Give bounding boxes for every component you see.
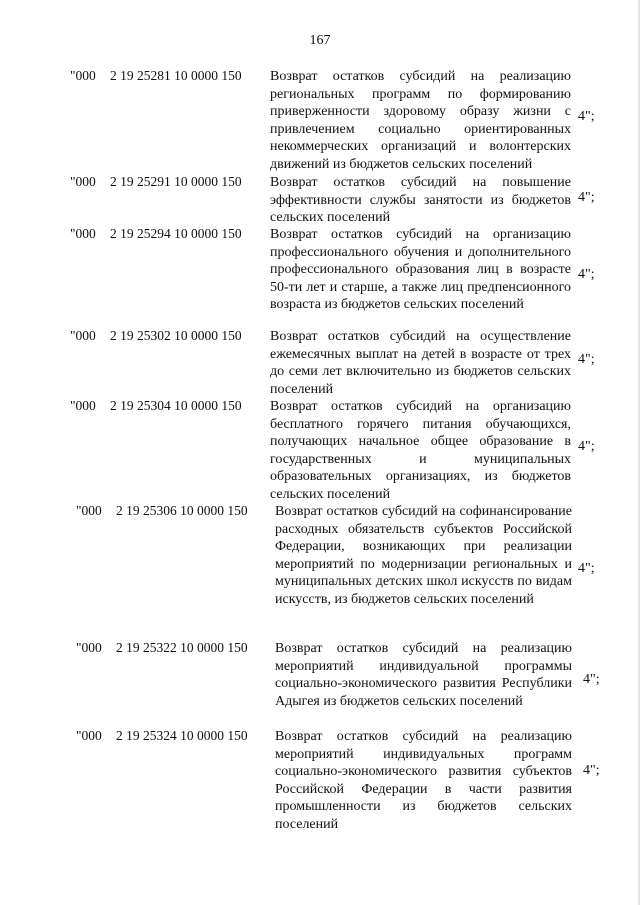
row-suffix: 4";	[578, 352, 595, 367]
code-cell	[76, 728, 248, 744]
row-prefix: "000	[76, 640, 102, 655]
budget-code: 2 19 25304 10 0000 150	[110, 398, 242, 413]
code-cell	[70, 174, 242, 190]
row-description: Возврат остатков субсидий на реализацию мероприятий индивидуальной программы социально-экономического развития Республики Адыгея из бюджетов сельских поселений	[275, 641, 572, 709]
row-prefix: "000	[70, 398, 96, 413]
row-description: Возврат остатков субсидий на организацию бесплатного горячего питания обучающихся, получающих начальное общее образование в государственных и муниципальных образовательных организациях, из бюджетов сельских поселений	[270, 399, 571, 502]
row-description: Возврат остатков субсидий на реализацию региональных программ по формированию приверженности здоровому образу жизни с привлечением социально ориентированных некоммерческих организаций и волонтерских движений из бюджетов сельских поселений	[270, 69, 571, 172]
code-cell	[70, 226, 242, 242]
row-suffix: 4";	[578, 109, 595, 124]
budget-code: 2 19 25322 10 0000 150	[116, 640, 248, 655]
code-cell	[70, 328, 242, 344]
row-prefix: "000	[70, 68, 96, 83]
row-description: Возврат остатков субсидий на софинансирование расходных обязательств субъектов Российской Федерации, возникающих при реализации мероприятий по модернизации региональных и муниципальных детских школ искусств по видам искусств, из бюджетов сельских поселений	[275, 504, 572, 607]
budget-code: 2 19 25291 10 0000 150	[110, 174, 242, 189]
code-cell	[76, 640, 248, 656]
row-description: Возврат остатков субсидий на организацию профессионального обучения и дополнительного профессионального образования лиц в возрасте 50-ти лет и старше, а также лиц предпенсионного возраста из бюджетов сельских поселений	[270, 227, 571, 312]
row-description: Возврат остатков субсидий на повышение эффективности службы занятости из бюджетов сельских поселений	[270, 175, 571, 225]
budget-code: 2 19 25302 10 0000 150	[110, 328, 242, 343]
budget-code: 2 19 25281 10 0000 150	[110, 68, 242, 83]
code-cell	[70, 398, 242, 414]
budget-code: 2 19 25324 10 0000 150	[116, 728, 248, 743]
page-number: 167	[309, 33, 331, 48]
row-prefix: "000	[76, 503, 102, 518]
row-suffix: 4";	[578, 267, 595, 282]
row-description: Возврат остатков субсидий на реализацию мероприятий индивидуальных программ социально-экономического развития субъектов Российской Федерации в части развития промышленности из бюджетов сельских поселений	[275, 729, 572, 832]
code-cell	[70, 68, 242, 84]
budget-code: 2 19 25306 10 0000 150	[116, 503, 248, 518]
row-prefix: "000	[70, 174, 96, 189]
code-cell	[76, 503, 248, 519]
row-prefix: "000	[76, 728, 102, 743]
row-suffix: 4";	[583, 672, 600, 687]
row-suffix: 4";	[578, 190, 595, 205]
row-suffix: 4";	[578, 439, 595, 454]
row-description: Возврат остатков субсидий на осуществление ежемесячных выплат на детей в возрасте от трех до семи лет включительно из бюджетов сельских поселений	[270, 329, 571, 397]
row-suffix: 4";	[583, 763, 600, 778]
row-suffix: 4";	[578, 561, 595, 576]
budget-code: 2 19 25294 10 0000 150	[110, 226, 242, 241]
row-prefix: "000	[70, 328, 96, 343]
row-prefix: "000	[70, 226, 96, 241]
